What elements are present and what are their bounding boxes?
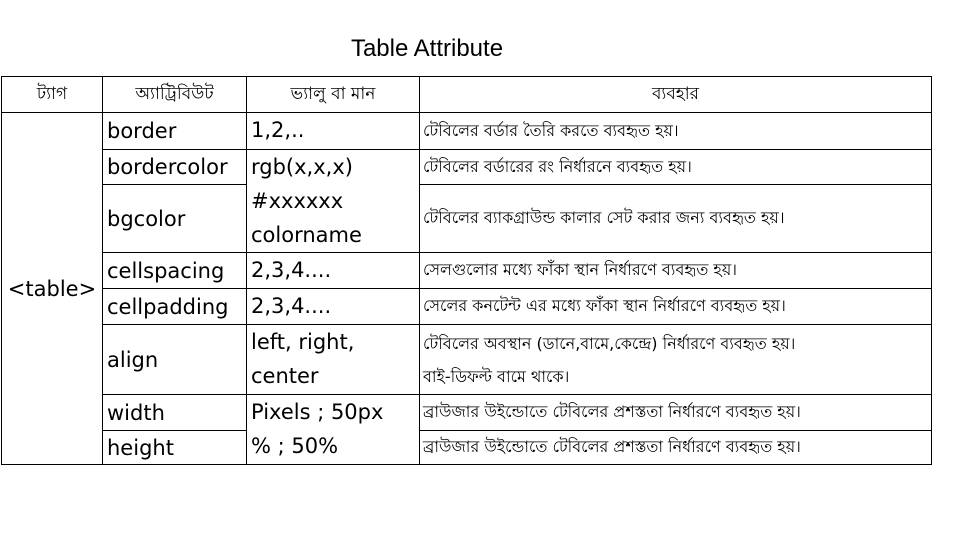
table-header-row — [2, 77, 932, 113]
attribute-cell: align — [103, 325, 247, 395]
table-row — [2, 185, 932, 253]
value-cell — [247, 150, 420, 253]
usage-cell: ব্রাউজার উইন্ডোতে টেবিলের প্রশস্ততা নির্ধারণে ব্যবহৃত হয়। — [420, 431, 932, 465]
attribute-cell: bordercolor — [103, 150, 247, 185]
table-row — [2, 325, 932, 395]
page-title: Table Attribute — [350, 35, 504, 62]
value-text: Pixels ; 50px — [251, 400, 384, 424]
attribute-table — [1, 76, 932, 465]
table-row — [2, 113, 932, 150]
value-cell — [247, 289, 420, 325]
attribute-cell: height — [103, 431, 247, 465]
value-cell — [247, 395, 420, 465]
table-row — [2, 395, 932, 431]
header-attribute: অ্যাট্রিবিউট — [103, 77, 247, 113]
value-text: left, right, — [251, 330, 355, 354]
tag-cell: <table> — [2, 113, 103, 465]
usage-text: বাই-ডিফল্ট বামে থাকে। — [423, 366, 570, 386]
value-text: 1,2,.. — [251, 118, 305, 142]
value-text: colorname — [251, 223, 362, 247]
value-text: rgb(x,x,x) — [251, 155, 353, 179]
header-tag: ট্যাগ — [2, 77, 103, 113]
attribute-cell: width — [103, 395, 247, 431]
value-cell — [247, 113, 420, 150]
attribute-cell: cellspacing — [103, 253, 247, 289]
value-cell — [247, 325, 420, 395]
value-text: 2,3,4.... — [251, 258, 332, 282]
usage-cell: সেলগুলোর মধ্যে ফাঁকা স্থান নির্ধারণে ব্যবহৃত হয়। — [420, 253, 932, 289]
table-row — [2, 253, 932, 289]
usage-cell: টেবিলের ব্যাকগ্রাউন্ড কালার সেট করার জন্য ব্যবহৃত হয়। — [420, 185, 932, 253]
value-text: 2,3,4.... — [251, 294, 332, 318]
usage-cell: টেবিলের বর্ডারের রং নির্ধারনে ব্যবহৃত হয়। — [420, 150, 932, 185]
usage-text: টেবিলের অবস্থান (ডানে,বামে,কেন্দ্রে) নির্ধারণে ব্যবহৃত হয়। — [423, 333, 796, 353]
attribute-cell: bgcolor — [103, 185, 247, 253]
table-row — [2, 150, 932, 185]
attribute-cell: border — [103, 113, 247, 150]
usage-cell: ব্রাউজার উইন্ডোতে টেবিলের প্রশস্ততা নির্ধারণে ব্যবহৃত হয়। — [420, 395, 932, 431]
value-cell — [247, 253, 420, 289]
header-value: ভ্যালু বা মান — [247, 77, 420, 113]
usage-cell: টেবিলের বর্ডার তৈরি করতে ব্যবহৃত হয়। — [420, 113, 932, 150]
header-usage: ব্যবহার — [420, 77, 932, 113]
value-text: % ; 50% — [251, 434, 339, 458]
table-row — [2, 289, 932, 325]
attribute-cell: cellpadding — [103, 289, 247, 325]
table-row — [2, 431, 932, 465]
usage-cell — [420, 325, 932, 395]
usage-cell: সেলের কনটেন্ট এর মধ্যে ফাঁকা স্থান নির্ধারণে ব্যবহৃত হয়। — [420, 289, 932, 325]
value-text: center — [251, 364, 319, 388]
value-text: #xxxxxx — [251, 189, 344, 213]
